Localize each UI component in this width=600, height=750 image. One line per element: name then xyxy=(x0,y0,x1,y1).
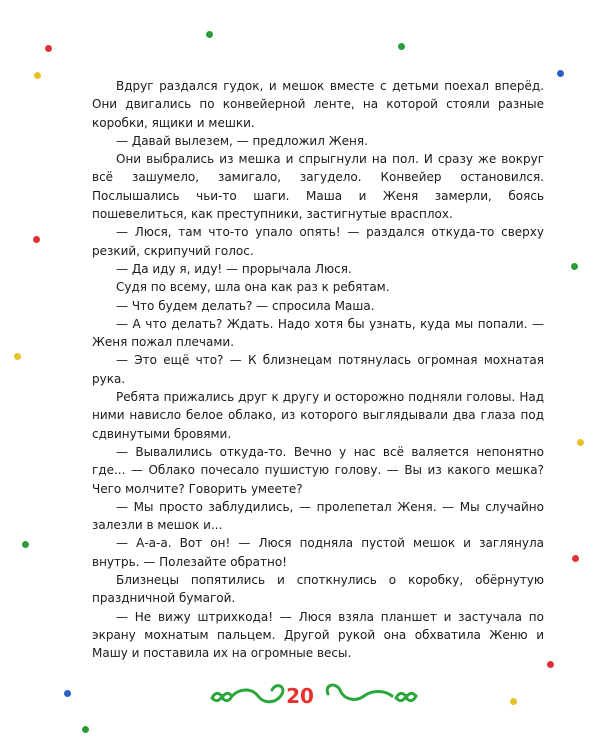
paragraph: — Это ещё что? — К близнецам потянулась огромная мохнатая рука. xyxy=(92,353,544,386)
paragraph: — Да иду я, иду! — прорычала Люся. xyxy=(116,261,352,276)
story-text xyxy=(92,77,544,663)
page-number: 20 xyxy=(286,684,314,708)
confetti-dot xyxy=(398,43,405,50)
paragraph: Близнецы попятились и споткнулись о коробку, обёрнутую праздничной бумагой. xyxy=(92,573,544,606)
confetti-dot xyxy=(82,726,89,733)
confetti-dot xyxy=(547,661,554,668)
paragraph: Ребята прижались друг к другу и осторожно подняли головы. Над ними нависло белое облако, из которого выглядывали два глаза под сдвинутыми бровями. xyxy=(92,390,544,441)
confetti-dot xyxy=(577,439,584,446)
confetti-dot xyxy=(206,31,213,38)
paragraph: — А-а-а. Вот он! — Люся подняла пустой мешок и заглянула внутрь. — Полезайте обратно! xyxy=(92,536,544,569)
paragraph: — Что будем делать? — спросила Маша. xyxy=(116,298,375,313)
confetti-dot xyxy=(45,45,52,52)
paragraph: — Мы просто заблудились, — пролепетал Женя. — Мы случайно залезли в мешок и... xyxy=(92,499,544,533)
paragraph: — Вывалились откуда-то. Вечно у нас всё валяется непонятно где... — Облако почесало пушистую голову. — Вы из какого мешка? Чего молчите? Говорить умеете? xyxy=(92,444,544,496)
confetti-dot xyxy=(572,555,579,562)
paragraph: — Люся, там что-то упало опять! — раздался откуда-то сверху резкий, скрипучий голос. xyxy=(92,225,544,258)
confetti-dot xyxy=(14,353,21,360)
paragraph: — А что делать? Ждать. Надо хотя бы узнать, куда мы попали. — Женя пожал плечами. xyxy=(92,316,544,350)
paragraph: — Давай вылезем, — предложил Женя. xyxy=(116,133,368,148)
paragraph: Вдруг раздался гудок, и мешок вместе с детьми поехал вперёд. Они двигались по конвейерной ленте, на которой стояли разные коробки, ящики и мешки. xyxy=(92,79,544,130)
paragraph: Они выбрались из мешка и спрыгнули на пол. И сразу же вокруг всё зашумело, замигало, загудело. Конвейер остановился. Послышались чьи-то шаги. Маша и Женя замерли, боясь пошевелиться, как преступники, застигнутые врасплох. xyxy=(92,152,544,222)
paragraph: Судя по всему, шла она как раз к ребятам. xyxy=(116,280,390,295)
confetti-dot xyxy=(34,72,41,79)
confetti-dot xyxy=(571,263,578,270)
paragraph: — Не вижу штрихкода! — Люся взяла планшет и застучала по экрану мохнатым пальцем. Другой рукой она обхватила Женю и Машу и поставила их на огромные весы. xyxy=(92,609,544,661)
confetti-dot xyxy=(557,70,564,77)
confetti-dot xyxy=(33,236,40,243)
confetti-dot xyxy=(22,541,29,548)
